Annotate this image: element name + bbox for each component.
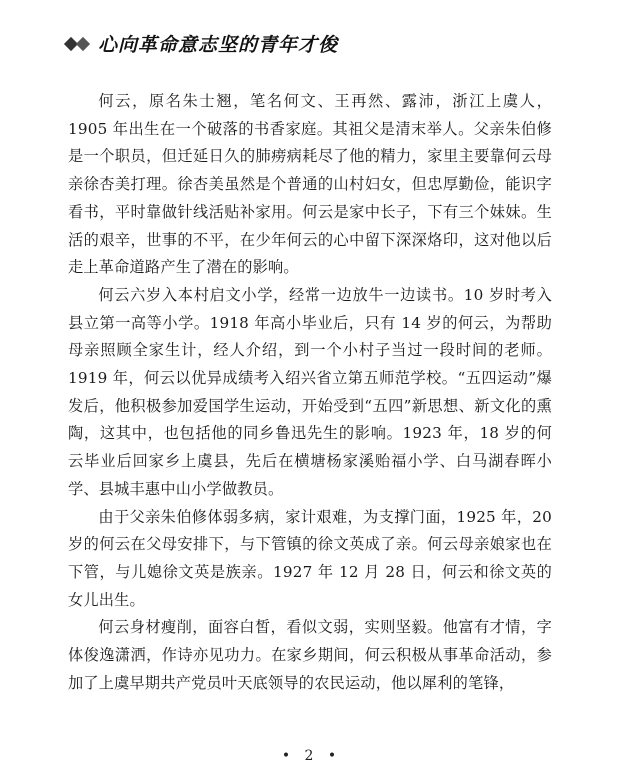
- paragraph-1: 何云，原名朱士翘，笔名何文、王再然、露沛，浙江上虞人，1905 年出生在一个破落的书香家庭。其祖父是清末举人。父亲朱伯修是一个职员，但迁延日久的肺痨病耗尽了他的精力，家里主要靠何云母亲徐杏美打理。徐杏美虽然是个普通的山村妇女，但忠厚勤俭，能识字看书，平时靠做针线活贴补家用。何云是家中长子，下有三个妹妹。生活的艰辛，世事的不平，在少年何云的心中留下深深烙印，这对他以后走上革命道路产生了潜在的影响。: [68, 92, 552, 277]
- chapter-title: 心向革命意志坚的青年才俊: [98, 34, 339, 56]
- page-footer: [0, 748, 618, 764]
- page-number: 2: [304, 748, 314, 764]
- footer-dot-right: •: [327, 748, 337, 764]
- running-header: [64, 30, 338, 57]
- paragraph-4: 何云身材瘦削，面容白皙，看似文弱，实则坚毅。他富有才情，字体俊逸潇洒，作诗亦见功力。在家乡期间，何云积极从事革命活动，参加了上虞早期共产党员叶天底领导的农民运动，他以犀利的笔锋，: [68, 618, 552, 692]
- paragraph-2: 何云六岁入本村启文小学，经常一边放牛一边读书。10 岁时考入县立第一高等小学。1918 年高小毕业后，只有 14 岁的何云，为帮助母亲照顾全家生计，经人介绍，到一个小村子当过一段时间的老师。1919 年，何云以优异成绩考入绍兴省立第五师范学校。“五四运动”爆发后，他积极参加爱国学生运动，开始受到“五四”新思想、新文化的熏陶，这其中，也包括他的同乡鲁迅先生的影响。1923 年，18 岁的何云毕业后回家乡上虞县，先后在横塘杨家溪贻福小学、白马湖春晖小学、县城丰惠中山小学做教员。: [68, 285, 552, 498]
- footer-dot-left: •: [281, 748, 291, 764]
- double-diamond-icon: [64, 34, 92, 54]
- body-text: [68, 88, 552, 697]
- paragraph-3: 由于父亲朱伯修体弱多病，家计艰难，为支撑门面，1925 年，20 岁的何云在父母安排下，与下管镇的徐文英成了亲。何云母亲娘家也在下管，与儿媳徐文英是族亲。1927 年 12 月 28 日，何云和徐文英的女儿出生。: [68, 507, 552, 609]
